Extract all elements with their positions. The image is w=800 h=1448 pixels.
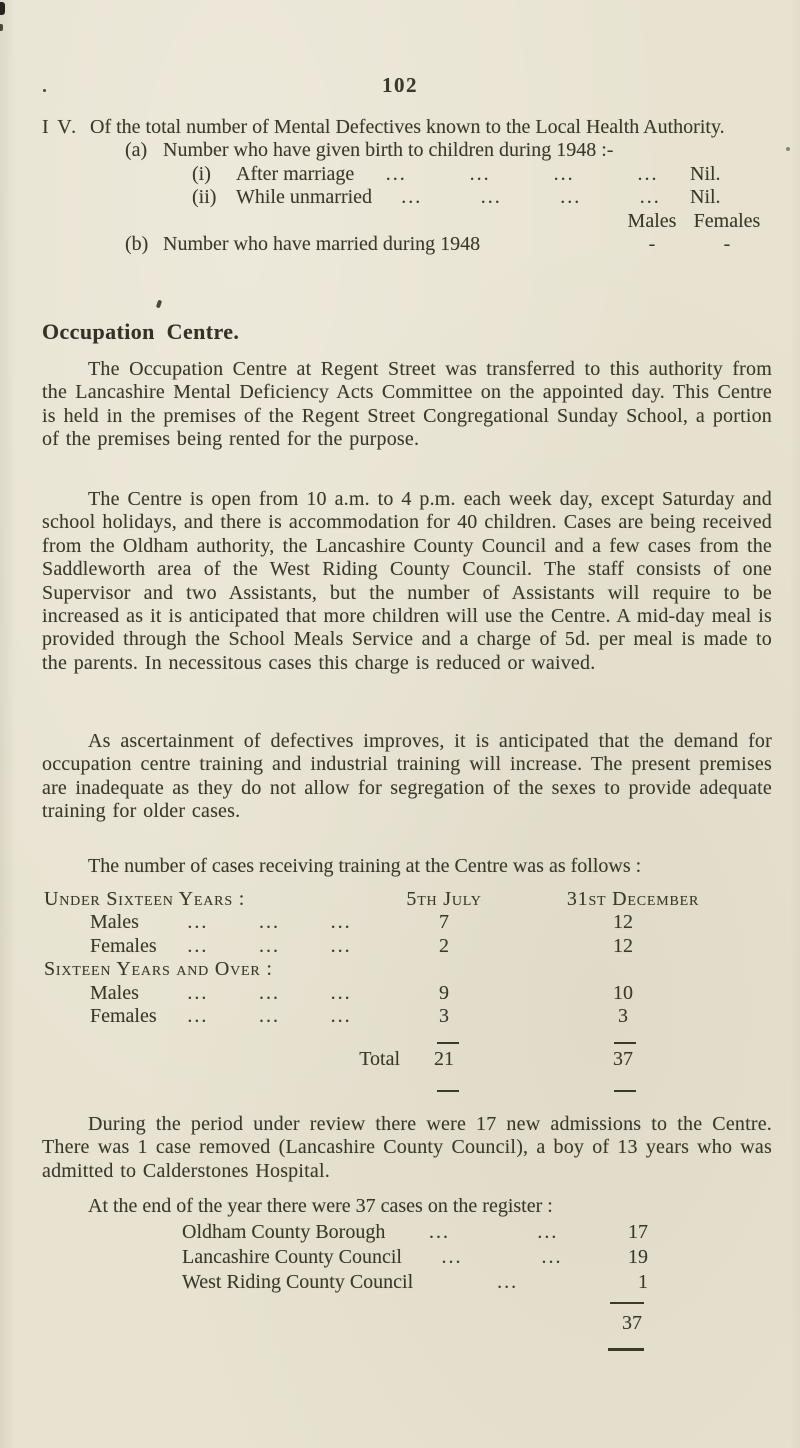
leader-dots-group: ...: [497, 1271, 519, 1294]
leader-dots-group: ...: [330, 934, 352, 957]
authority-label: Oldham County Borough: [182, 1221, 386, 1244]
table-row: [42, 911, 772, 934]
column-header-december: 31st December: [566, 888, 700, 910]
leader-dots: [162, 982, 377, 1005]
leader-dots-group: ...: [330, 911, 352, 934]
total-rule-row: [42, 1072, 772, 1098]
register-rule-row: [182, 1336, 648, 1356]
paragraph-centre-operation: The Centre is open from 10 a.m. to 4 p.m. each week day, except Saturday and school holidays, and there is accommodation for 40 children. Cases are being received from the Oldham authority, the Lancashire County Council and a few cases from the Saddleworth area of the West Riding County Council. The staff consists of one Supervisor and two Assistants, but the number of Assistants will require to be increased as it is anticipated that more children will use the Centre. A mid-day meal is provided through the School Meals Service and a charge of 5d. per meal is made to the parents. In necessitous cases this charge is reduced or waived.: [42, 488, 772, 674]
leader-dots-group: ...: [385, 162, 407, 185]
register-row: [182, 1270, 648, 1295]
december-value: 12: [613, 911, 633, 934]
item-b-marker: (b): [125, 233, 149, 256]
scan-speck: [156, 300, 162, 309]
leader-dots: [402, 1245, 602, 1270]
december-value: 10: [613, 981, 633, 1004]
sub-item-marker: (i): [192, 162, 211, 185]
total-label: Total: [359, 1048, 400, 1071]
authority-count: 1: [638, 1271, 648, 1294]
authority-label: Lancashire County Council: [182, 1246, 402, 1269]
males-column-header: Males: [627, 209, 677, 232]
cases-table: [42, 888, 772, 1098]
column-header-july: 5th July: [406, 888, 482, 910]
total-december-value: 37: [613, 1048, 633, 1071]
december-value: 12: [613, 934, 633, 957]
leader-dots: [162, 1005, 377, 1028]
authority-count: 17: [628, 1221, 648, 1244]
leader-dots-group: ...: [258, 911, 280, 934]
row-label: Females: [90, 1004, 157, 1027]
scan-artifact: [0, 2, 5, 15]
item-a: [125, 139, 772, 162]
occupation-centre-heading: Occupation Centre.: [42, 319, 240, 344]
total-rule: [437, 1042, 459, 1044]
leader-dots-group: ...: [480, 186, 502, 209]
paragraph-transfer: The Occupation Centre at Regent Street was transferred to this authority from the Lancashire Mental Deficiency Acts Committee on the appointed day. This Centre is held in the premises of the Regent Street Congregational Sunday School, a portion of the premises being rented for the purpose.: [42, 358, 772, 451]
leader-dots-group: ...: [553, 162, 575, 185]
july-value: 2: [439, 934, 449, 957]
row-label: Males: [90, 911, 139, 934]
total-rule: [437, 1090, 459, 1092]
females-column-header: Females: [693, 209, 761, 232]
sub-item-label: While unmarried: [236, 186, 373, 209]
leader-dots: [162, 911, 377, 934]
total-rule: [614, 1042, 636, 1044]
item-a-text: Number who have given birth to children during 1948 :-: [163, 139, 614, 162]
leader-dots-group: ...: [537, 1221, 559, 1244]
table-row: [42, 982, 772, 1005]
leader-dots: [385, 1220, 602, 1245]
authority-count: 19: [628, 1246, 648, 1269]
page-number: 102: [382, 73, 418, 97]
register-list: [182, 1220, 648, 1356]
row-label: Males: [90, 981, 139, 1004]
authority-label: West Riding County Council: [182, 1271, 414, 1294]
section-iv-heading: [42, 116, 772, 139]
leader-dots-group: ...: [637, 162, 659, 185]
leader-dots-group: ...: [560, 186, 582, 209]
leader-dots-group: ...: [187, 1004, 209, 1027]
register-row: [182, 1220, 648, 1245]
register-total: 37: [622, 1312, 642, 1335]
july-value: 9: [439, 981, 449, 1004]
table-row: [42, 1005, 772, 1028]
leader-dots-group: ...: [187, 911, 209, 934]
section-iv: [42, 116, 772, 256]
leader-dots-group: ...: [187, 934, 209, 957]
leader-dots-group: ...: [401, 186, 423, 209]
item-b-females-value: -: [723, 233, 731, 256]
item-a-sub-row: [192, 186, 772, 209]
total-rule: [614, 1090, 636, 1092]
scan-artifact: [0, 24, 3, 31]
group-header-sixteen-over: Sixteen Years and Over :: [44, 958, 273, 981]
register-intro: At the end of the year there were 37 cases on the register :: [88, 1195, 553, 1217]
paragraph-ascertainment: As ascertainment of defectives improves, it is anticipated that the demand for occupation centre training and industrial training will increase. The present premises are inadequate as they do not allow for segregation of the sexes to provide adequate training for older cases.: [42, 730, 772, 823]
register-rule-row: [182, 1295, 648, 1311]
leader-dots-group: ...: [330, 981, 352, 1004]
row-label: Females: [90, 934, 157, 957]
gender-column-headers: [42, 210, 772, 233]
register-section: [42, 1195, 772, 1356]
sub-item-value: Nil.: [690, 186, 721, 209]
paragraph-admissions: During the period under review there were 17 new admissions to the Centre. There was 1 case removed (Lancashire County Council), a boy of 13 years who was admitted to Calderstones Hospital.: [42, 1113, 772, 1182]
scan-speck: [786, 147, 790, 151]
december-value: 3: [618, 1004, 628, 1027]
leader-dots-group: ...: [441, 1246, 463, 1269]
july-value: 3: [439, 1004, 449, 1027]
item-b: [125, 233, 772, 256]
table-row: [42, 935, 772, 958]
leader-dots-group: ...: [258, 934, 280, 957]
total-july-value: 21: [434, 1048, 454, 1071]
item-b-text: Number who have married during 1948: [163, 233, 481, 256]
section-iv-intro: Of the total number of Mental Defectives known to the Local Health Authority.: [90, 116, 725, 138]
table-total-row: [42, 1048, 772, 1071]
leader-dots-group: ...: [639, 186, 661, 209]
cases-table-header: [42, 888, 772, 911]
group-header-under-sixteen: Under Sixteen Years :: [44, 888, 246, 910]
section-iv-marker: I V.: [42, 116, 79, 138]
leader-dots-group: ...: [258, 1004, 280, 1027]
item-b-males-value: -: [648, 233, 656, 256]
cases-table-intro: The number of cases receiving training at the Centre was as follows :: [88, 855, 642, 877]
item-a-marker: (a): [125, 139, 148, 162]
leader-dots-group: ...: [429, 1221, 450, 1244]
sub-item-value: Nil.: [690, 162, 721, 185]
leader-dots: [162, 935, 377, 958]
total-rule-row: [42, 1028, 772, 1048]
sub-item-marker: (ii): [192, 186, 217, 209]
leader-dots-group: ...: [187, 981, 209, 1004]
register-total-rule: [610, 1302, 644, 1304]
leader-dots-group: ...: [541, 1246, 563, 1269]
item-a-sub-row: [192, 163, 772, 186]
leader-dots: [372, 186, 690, 209]
july-value: 7: [439, 911, 449, 934]
leader-dots: [413, 1270, 602, 1295]
leader-dots-group: ...: [469, 162, 491, 185]
sub-item-label: After marriage: [236, 162, 355, 185]
leader-dots: [354, 163, 690, 186]
register-total-rule: [608, 1348, 644, 1351]
leader-dots-group: ...: [258, 981, 280, 1004]
leader-dots-group: ...: [330, 1004, 352, 1027]
register-row: [182, 1245, 648, 1270]
